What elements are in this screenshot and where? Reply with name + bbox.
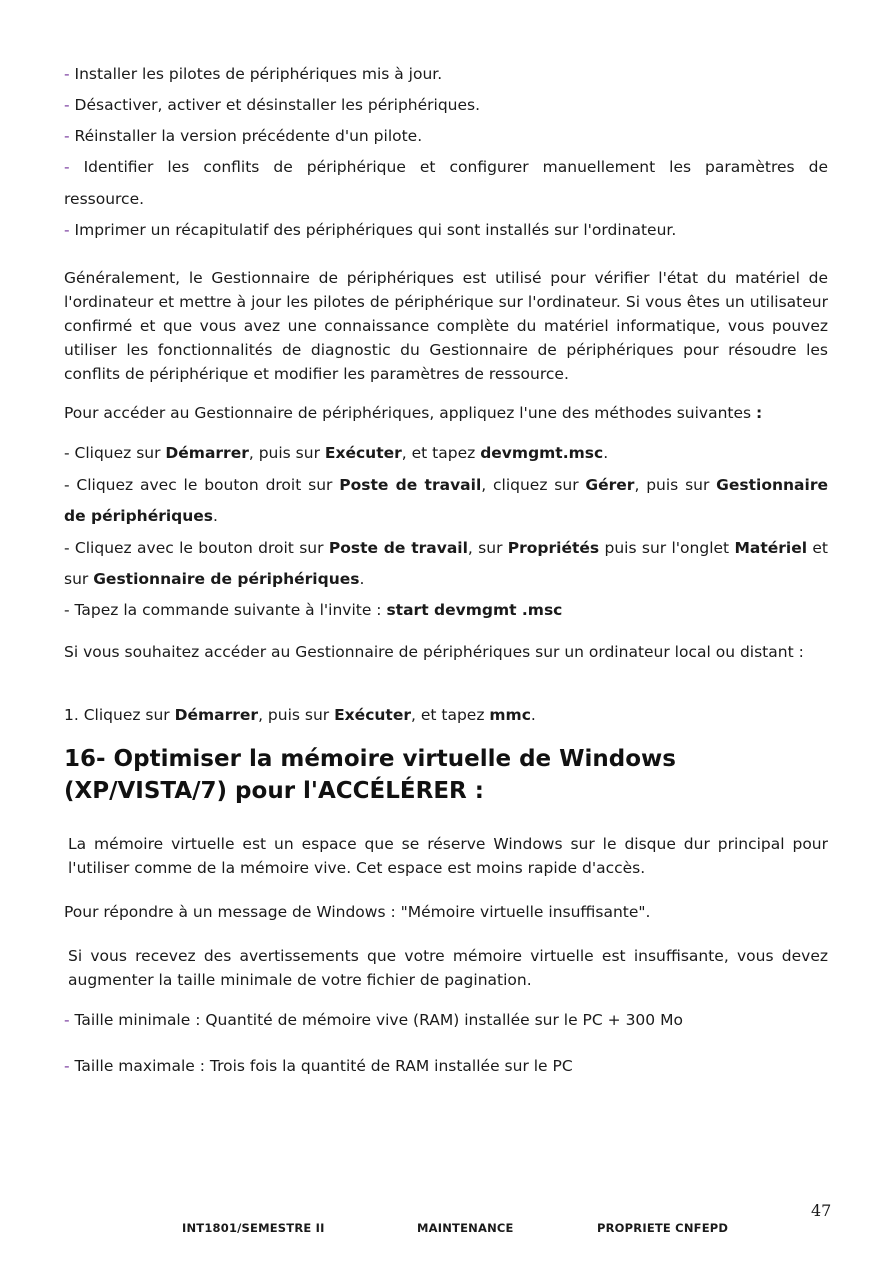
method-right-click-manage-continuation: de périphériques. <box>64 507 218 525</box>
footer-course: INT1801/SEMESTRE II <box>182 1221 325 1235</box>
method-right-click-manage: - Cliquez avec le bouton droit sur Poste de travail, cliquez sur Gérer, puis sur Gestionnaire <box>64 476 828 494</box>
paragraph-access: Pour accéder au Gestionnaire de périphériques, appliquez l'une des méthodes suivantes : <box>64 404 763 422</box>
list-item: - Identifier les conflits de périphérique et configurer manuellement les paramètres de <box>64 158 828 176</box>
method-start-run: - Cliquez sur Démarrer, puis sur Exécuter, et tapez devmgmt.msc. <box>64 444 609 462</box>
method-right-click-properties: - Cliquez avec le bouton droit sur Poste de travail, sur Propriétés puis sur l'onglet Matériel et <box>64 539 828 557</box>
step-one: 1. Cliquez sur Démarrer, puis sur Exécuter, et tapez mmc. <box>64 706 536 724</box>
method-right-click-properties-continuation: sur Gestionnaire de périphériques. <box>64 570 365 588</box>
list-item: - Réinstaller la version précédente d'un pilote. <box>64 127 423 145</box>
paragraph-remote: Si vous souhaitez accéder au Gestionnaire de périphériques sur un ordinateur local ou distant : <box>64 643 804 661</box>
list-item: - Taille minimale : Quantité de mémoire vive (RAM) installée sur le PC + 300 Mo <box>64 1011 683 1029</box>
paragraph-warning: Si vous recevez des avertissements que votre mémoire virtuelle est insuffisante, vous devez augmenter la taille minimale de votre fichier de pagination. <box>68 947 828 989</box>
footer-owner: PROPRIETE CNFEPD <box>597 1221 729 1235</box>
list-item: - Désactiver, activer et désinstaller les périphériques. <box>64 96 481 114</box>
list-item: - Imprimer un récapitulatif des périphériques qui sont installés sur l'ordinateur. <box>64 221 677 239</box>
method-command-prompt: - Tapez la commande suivante à l'invite : start devmgmt .msc <box>64 601 563 619</box>
page-number: 47 <box>811 1201 832 1220</box>
list-item: - Installer les pilotes de périphériques mis à jour. <box>64 65 443 83</box>
paragraph-reply: Pour répondre à un message de Windows : "Mémoire virtuelle insuffisante". <box>64 903 651 921</box>
footer-subject: MAINTENANCE <box>417 1221 514 1235</box>
list-item-continuation: ressource. <box>64 190 145 208</box>
paragraph-virtual-memory: La mémoire virtuelle est un espace que se réserve Windows sur le disque dur principal pour l'utiliser comme de la mémoire vive. Cet espace est moins rapide d'accès. <box>68 835 828 877</box>
section-heading: 16- Optimiser la mémoire virtuelle de Windows (XP/VISTA/7) pour l'ACCÉLÉRER : <box>64 746 676 804</box>
paragraph-general: Généralement, le Gestionnaire de périphériques est utilisé pour vérifier l'état du matériel de l'ordinateur et mettre à jour les pilotes de périphérique sur l'ordinateur. Si vous êtes un utilisateur confirmé et que vous avez une connaissance complète du matériel informatique, vous pouvez utiliser les fonctionnalités de diagnostic du Gestionnaire de périphériques pour résoudre les conflits de périphérique et modifier les paramètres de ressource. <box>64 269 828 383</box>
list-item: - Taille maximale : Trois fois la quantité de RAM installée sur le PC <box>64 1057 573 1075</box>
